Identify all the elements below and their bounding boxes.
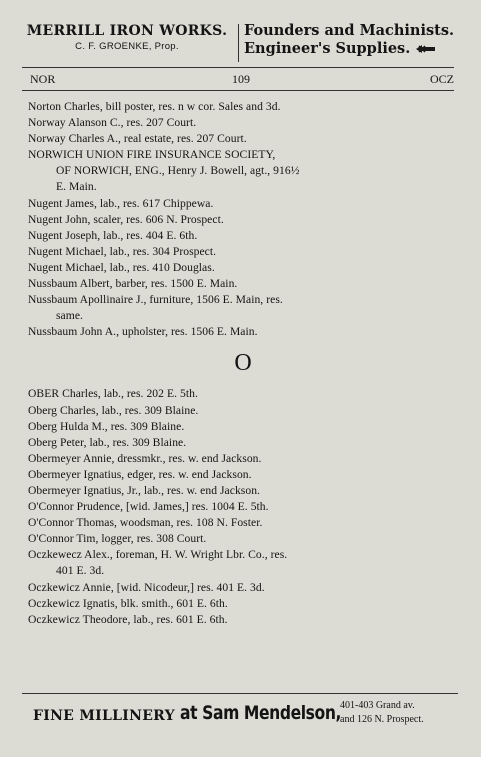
directory-entry: O'Connor Tim, logger, res. 308 Court. (28, 532, 207, 546)
directory-entry: same. (56, 309, 83, 323)
footer-ad-left: FINE MILLINERY (33, 708, 175, 724)
page-number: 109 (232, 72, 250, 86)
directory-entry: Nugent Joseph, lab., res. 404 E. 6th. (28, 228, 198, 242)
proprietor-name: C. F. GROENKE, Prop. (75, 41, 179, 52)
directory-entry: Nugent Michael, lab., res. 304 Prospect. (28, 244, 217, 258)
header-ad-right (244, 22, 470, 58)
header-rule-top (22, 67, 454, 68)
directory-entry: Obermeyer Ignatius, Jr., lab., res. w. end Jackson. (28, 483, 261, 497)
directory-entry: Oberg Peter, lab., res. 309 Blaine. (28, 435, 187, 449)
footer-ad-address (340, 699, 424, 727)
running-head (28, 72, 454, 88)
directory-entry: E. Main. (56, 180, 97, 194)
footer-ad-name: at Sam Mendelson, (180, 702, 342, 724)
directory-entry: O'Connor Thomas, woodsman, res. 108 N. Foster. (28, 516, 263, 530)
company-name: MERRILL IRON WORKS. (26, 23, 228, 39)
directory-entry: Nugent James, lab., res. 617 Chippewa. (28, 196, 214, 210)
header-ad-divider (238, 24, 239, 62)
footer-advertisement (28, 698, 458, 738)
running-head-right: OCZ (430, 72, 454, 86)
footer-address-line-1: 401-403 Grand av. (340, 700, 415, 711)
services-line-2: Engineer's Supplies. (244, 40, 470, 58)
header-rule-bottom (22, 90, 454, 91)
directory-entry: Oczkewecz Alex., foreman, H. W. Wright Lbr. Co., res. (28, 548, 288, 562)
header-ad-left (22, 22, 232, 54)
section-letter: O (234, 350, 252, 377)
directory-entry: Oberg Charles, lab., res. 309 Blaine. (28, 403, 199, 417)
directory-entry: OBER Charles, lab., res. 202 E. 5th. (28, 387, 198, 401)
header-advertisement (22, 22, 462, 66)
directory-entry: Oczkewicz Annie, [wid. Nicodeur,] res. 401 E. 3d. (28, 580, 265, 594)
directory-entry: Nussbaum Apollinaire J., furniture, 1506 E. Main, res. (28, 293, 283, 307)
directory-entry: Nussbaum Albert, barber, res. 1500 E. Main. (28, 277, 238, 291)
directory-entry: Nugent John, scaler, res. 606 N. Prospect. (28, 212, 224, 226)
footer-address-line-2: and 126 N. Prospect. (340, 714, 424, 725)
running-head-left: NOR (30, 72, 56, 86)
directory-entry: Norton Charles, bill poster, res. n w cor. Sales and 3d. (28, 100, 281, 113)
directory-entry: Norway Charles A., real estate, res. 207 Court. (28, 132, 247, 146)
directory-entry: OF NORWICH, ENG., Henry J. Bowell, agt., 916½ (56, 164, 300, 178)
directory-entry: Nugent Michael, lab., res. 410 Douglas. (28, 260, 215, 274)
services-line-1: Founders and Machinists. (244, 22, 455, 39)
directory-entry: O'Connor Prudence, [wid. James,] res. 1004 E. 5th. (28, 500, 269, 514)
directory-entry: Oberg Hulda M., res. 309 Blaine. (28, 419, 185, 433)
directory-entry: Oczkewicz Ignatis, blk. smith., 601 E. 6th. (28, 596, 228, 610)
directory-entry: Oczkewicz Theodore, lab., res. 601 E. 6th. (28, 612, 228, 626)
footer-rule (22, 693, 458, 694)
directory-entry: Norway Alanson C., res. 207 Court. (28, 116, 197, 130)
directory-entry: 401 E. 3d. (56, 564, 105, 578)
directory-entries (28, 99, 458, 628)
directory-entry: Obermeyer Annie, dressmkr., res. w. end Jackson. (28, 451, 262, 465)
directory-entry: Nussbaum John A., upholster, res. 1506 E. Main. (28, 325, 258, 339)
directory-entry: NORWICH UNION FIRE INSURANCE SOCIETY, (28, 148, 276, 162)
pointing-hand-icon (415, 43, 437, 55)
directory-entry: Obermeyer Ignatius, edger, res. w. end Jackson. (28, 467, 252, 481)
